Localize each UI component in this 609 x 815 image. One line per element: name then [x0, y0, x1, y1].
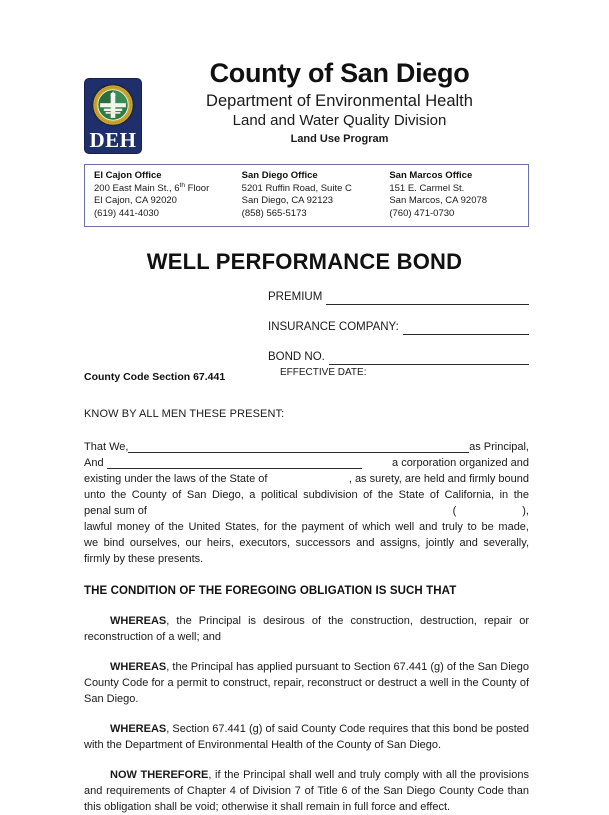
header-text-block [146, 58, 529, 147]
as-surety-label: , as surety, are held and firmly bound [348, 472, 529, 485]
code-and-effective-date-row [84, 367, 529, 385]
surety-name-input[interactable] [107, 457, 362, 469]
and-label: And [84, 456, 104, 469]
organization-title: County of San Diego [209, 58, 470, 88]
paragraph-text: , the Principal has applied pursuant to Section 67.441 (g) of the San Diego County Code for a permit to construct, repair, reconstruct or destruct a well in the County of San Diego. [84, 661, 529, 705]
bond-no-label: BOND NO. [268, 351, 325, 363]
office-street-suffix: Floor [184, 182, 210, 194]
paragraph-text: , Section 67.441 (g) of said County Code requires that this bond be posted with the Department of Environmental Health of the County of San Diego. [84, 723, 529, 751]
paragraph-lead: WHEREAS [110, 615, 167, 627]
existing-under-label: existing under the laws of the State of [84, 472, 268, 485]
office-city-state-zip: El Cajon, CA 92020 [94, 195, 177, 206]
paragraph-text: , the Principal is desirous of the construction, destruction, repair or reconstruction of a well; and [84, 615, 529, 643]
office-phone: (619) 441-4030 [94, 207, 159, 219]
offices-box [84, 164, 529, 227]
know-all-men-line: KNOW BY ALL MEN THESE PRESENT: [84, 408, 285, 420]
office-city-state-zip: San Diego, CA 92123 [241, 195, 334, 206]
paren-open: ( [452, 504, 457, 517]
department-title: Department of Environmental Health [206, 92, 473, 110]
office-street: 5201 Ruffin Road, Suite C [241, 182, 352, 194]
document-body [84, 407, 529, 815]
office-phone: (760) 471-0730 [389, 207, 455, 219]
premium-row [84, 289, 529, 305]
recital-line-we-bind: we bind ourselves, our heirs, executors, successors and assigns, jointly and severally, [84, 536, 529, 549]
page-title: WELL PERFORMANCE BOND [146, 249, 463, 274]
office-name: San Marcos Office [389, 170, 473, 181]
document-header [84, 0, 529, 154]
principal-name-input[interactable] [128, 441, 469, 453]
paragraph-lead: WHEREAS [110, 661, 167, 673]
insurance-company-label: INSURANCE COMPANY: [268, 321, 399, 333]
office-city-state-zip: San Marcos, CA 92078 [389, 195, 488, 206]
bond-no-row [84, 349, 529, 365]
recital-line-lawful-money: lawful money of the United States, for the payment of which well and truly to be made, [84, 520, 529, 533]
paragraph-lead: WHEREAS [110, 723, 167, 735]
recital-line-and [84, 455, 529, 471]
county-code-reference: County Code Section 67.441 [84, 371, 226, 383]
as-principal-label: as Principal, [469, 440, 529, 453]
office-san-marcos [380, 170, 528, 220]
a-corporation-label: a corporation organized and [392, 456, 529, 469]
office-street-superscript: th [179, 181, 185, 189]
penal-sum-label: penal sum of [84, 504, 147, 517]
office-street [94, 183, 233, 196]
premium-input[interactable] [326, 292, 529, 305]
paragraph-whereas-1 [84, 613, 529, 645]
office-el-cajon [85, 170, 233, 220]
paragraph-whereas-2 [84, 659, 529, 707]
form-fields-block [84, 289, 529, 365]
office-name: San Diego Office [241, 170, 318, 181]
office-street-text: 200 East Main St., 6 [94, 182, 180, 194]
paragraph-lead: NOW THEREFORE [110, 769, 209, 781]
recital-line-penal-sum [84, 503, 529, 519]
recital-line-state [84, 471, 529, 487]
county-seal-icon [90, 82, 136, 128]
logo-container [84, 58, 146, 154]
office-phone: (858) 565-5173 [241, 207, 307, 219]
insurance-company-input[interactable] [403, 322, 529, 335]
premium-label: PREMIUM [268, 291, 323, 303]
insurance-company-row [84, 319, 529, 335]
paragraph-now-therefore [84, 767, 529, 815]
effective-date-label: EFFECTIVE DATE: [280, 367, 367, 378]
condition-heading: THE CONDITION OF THE FOREGOING OBLIGATION IS SUCH THAT [84, 584, 457, 597]
paren-close: ), [522, 504, 529, 517]
office-name: El Cajon Office [94, 170, 162, 181]
bond-no-input[interactable] [329, 352, 529, 365]
office-street: 151 E. Carmel St. [389, 182, 465, 194]
deh-wordmark: DEH [89, 128, 137, 152]
that-we-label: That We, [84, 440, 129, 453]
office-san-diego [233, 170, 381, 220]
program-title: Land Use Program [290, 133, 389, 145]
recital-line-unto-county: unto the County of San Diego, a political subdivision of the State of California, in the [84, 488, 529, 501]
paragraph-text: , if the Principal shall well and truly comply with all the provisions and requirements of Chapter 4 of Division 7 of Title 6 of the San Diego County Code than this obligation shall be void; otherwise it shall remain in full force and effect. [84, 769, 529, 813]
deh-logo [84, 78, 142, 154]
division-title: Land and Water Quality Division [232, 112, 447, 129]
recital-block [84, 439, 529, 567]
recital-line-firmly: firmly by these presents. [84, 552, 204, 565]
recital-line-that-we [84, 439, 529, 455]
paragraph-whereas-3 [84, 721, 529, 753]
